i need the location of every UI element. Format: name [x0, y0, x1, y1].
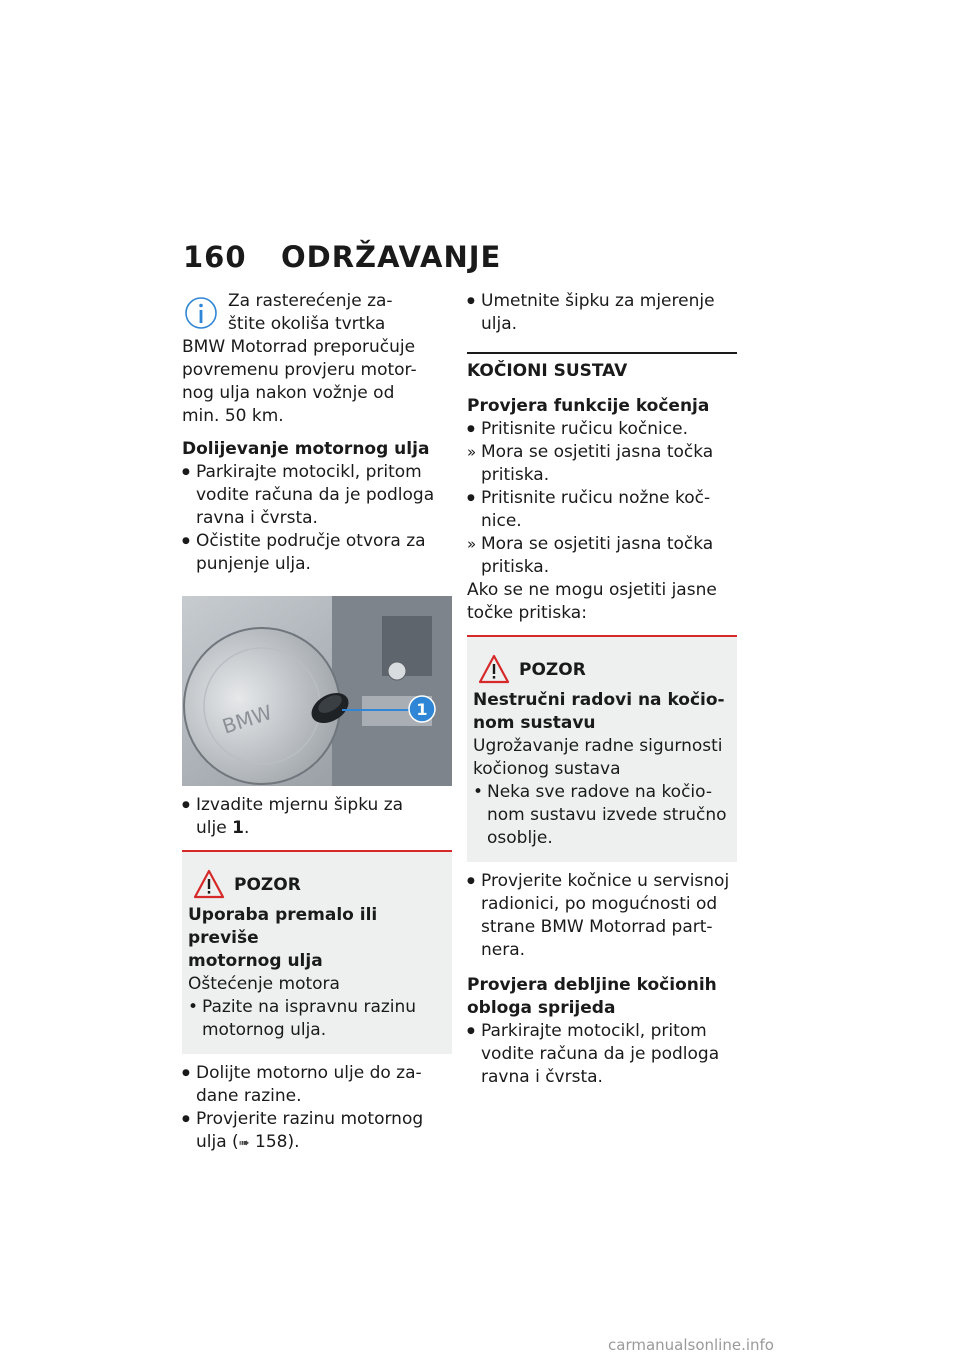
- step-service-check: [467, 870, 737, 962]
- caution-consequence: kočionog sustava: [473, 759, 621, 779]
- result-line: pritiska.: [481, 465, 550, 485]
- note-line: Za rasterećenje za-: [228, 291, 393, 311]
- step-check-level: [182, 1108, 452, 1155]
- step-line: ● Izvadite mjernu šipku za: [196, 795, 404, 815]
- caution-action: [188, 996, 446, 1042]
- note-line: min. 50 km.: [182, 406, 284, 426]
- caution-title-line: Uporaba premalo ili previše: [188, 905, 378, 948]
- note-line: nog ulja nakon vožnje od: [182, 383, 395, 403]
- caution-action-line: nom sustavu izvede stručno: [487, 805, 727, 825]
- caution-action-line: • Pazite na ispravnu razinu: [202, 997, 417, 1017]
- step-line-end: .: [243, 818, 250, 838]
- engine-oil-filler-photo: [182, 596, 452, 786]
- watermark: carmanualsonline.info: [608, 1336, 774, 1354]
- caution-consequence: Oštećenje motora: [188, 974, 340, 994]
- caution-action-line: motornog ulja.: [202, 1020, 327, 1040]
- arrow-right-icon: ➠: [238, 1136, 250, 1151]
- result-line: » Mora se osjetiti jasna točka: [481, 534, 714, 554]
- step-line: ravna i čvrsta.: [481, 1067, 603, 1087]
- caution-label: POZOR: [519, 660, 586, 680]
- step-line: strane BMW Motorrad part-: [481, 917, 713, 937]
- section-title-brake-system: KOČIONI SUSTAV: [467, 352, 737, 383]
- caution-header: [473, 649, 731, 689]
- step-foot-lever: [467, 487, 737, 533]
- step-insert-dipstick: [467, 290, 737, 336]
- left-column: [182, 290, 452, 1155]
- note-line: štite okoliša tvrtka: [228, 314, 386, 334]
- caution-consequence: Ugrožavanje radne sigurnosti: [473, 736, 723, 756]
- subheading-pad-thickness: obloga sprijeda: [467, 998, 616, 1018]
- result-line: pritiska.: [481, 557, 550, 577]
- page-title: ODRŽAVANJE: [281, 240, 502, 274]
- caution-label: POZOR: [234, 875, 301, 895]
- caution-action-line: osoblje.: [487, 828, 553, 848]
- caution-action-line: • Neka sve radove na kočio-: [487, 782, 713, 802]
- result-pressure-point: [467, 441, 737, 487]
- callout-reference: 1: [232, 818, 244, 838]
- step-line: ● Parkirajte motocikl, pritom: [481, 1021, 707, 1041]
- page-number: 160: [183, 240, 247, 274]
- subheading-brake-function: Provjera funkcije kočenja: [467, 396, 710, 416]
- subheading-pad-thickness: Provjera debljine kočionih: [467, 975, 717, 995]
- step-line: ● Dolijte motorno ulje do za-: [196, 1063, 422, 1083]
- step-line: ● Parkirajte motocikl, pritom: [196, 462, 422, 482]
- subheading-oil-fill: Dolijevanje motornog ulja: [182, 439, 430, 459]
- note-line: BMW Motorrad preporučuje: [182, 337, 416, 357]
- page-reference[interactable]: 158: [255, 1132, 288, 1152]
- engine-illustration: [182, 596, 452, 786]
- caution-title-line: Nestručni radovi na kočio-: [473, 690, 725, 710]
- step-line: ulja.: [481, 314, 518, 334]
- right-column: [467, 290, 737, 1089]
- condition-line: točke pritiska:: [467, 603, 587, 623]
- step-park-front: [467, 1020, 737, 1089]
- step-line: radionici, po mogućnosti od: [481, 894, 718, 914]
- condition-line: Ako se ne mogu osjetiti jasne: [467, 580, 717, 600]
- info-icon: [182, 294, 220, 332]
- svg-text:BMW: BMW: [219, 700, 275, 739]
- step-line: ● Pritisnite ručicu kočnice.: [481, 419, 688, 439]
- step-line: ulje: [196, 818, 233, 838]
- page-header: [183, 240, 501, 274]
- environment-note: [182, 290, 452, 336]
- step-line-end: ).: [287, 1132, 300, 1152]
- warning-triangle-icon: [477, 653, 511, 685]
- step-top-up: [182, 1062, 452, 1108]
- warning-triangle-icon: [192, 868, 226, 900]
- step-line: punjenje ulja.: [196, 554, 311, 574]
- step-park: [182, 461, 452, 530]
- result-line: » Mora se osjetiti jasna točka: [481, 442, 714, 462]
- caution-header: [188, 864, 446, 904]
- step-line: ● Provjerite razinu motornog: [196, 1109, 424, 1129]
- step-line: nice.: [481, 511, 522, 531]
- step-line: ulja (: [196, 1132, 239, 1152]
- note-line: povremenu provjeru motor-: [182, 360, 417, 380]
- step-clean: [182, 530, 452, 576]
- caution-action: [473, 781, 731, 850]
- step-line: ● Umetnite šipku za mjerenje: [481, 291, 715, 311]
- step-line: ● Očistite područje otvora za: [196, 531, 426, 551]
- step-remove-dipstick: [182, 794, 452, 840]
- step-line: nera.: [481, 940, 526, 960]
- step-line: dane razine.: [196, 1086, 302, 1106]
- step-line: ravna i čvrsta.: [196, 508, 318, 528]
- caution-title-line: motornog ulja: [188, 951, 323, 971]
- step-line: vodite računa da je podloga: [196, 485, 435, 505]
- caution-box-oil-level: [182, 850, 452, 1054]
- step-line: ● Provjerite kočnice u servisnoj: [481, 871, 730, 891]
- step-line: ● Pritisnite ručicu nožne koč-: [481, 488, 711, 508]
- step-hand-lever: [467, 418, 737, 441]
- caution-box-brakes: [467, 635, 737, 862]
- callout-number: 1: [416, 700, 428, 719]
- step-line: vodite računa da je podloga: [481, 1044, 720, 1064]
- result-pressure-point: [467, 533, 737, 579]
- caution-title-line: nom sustavu: [473, 713, 596, 733]
